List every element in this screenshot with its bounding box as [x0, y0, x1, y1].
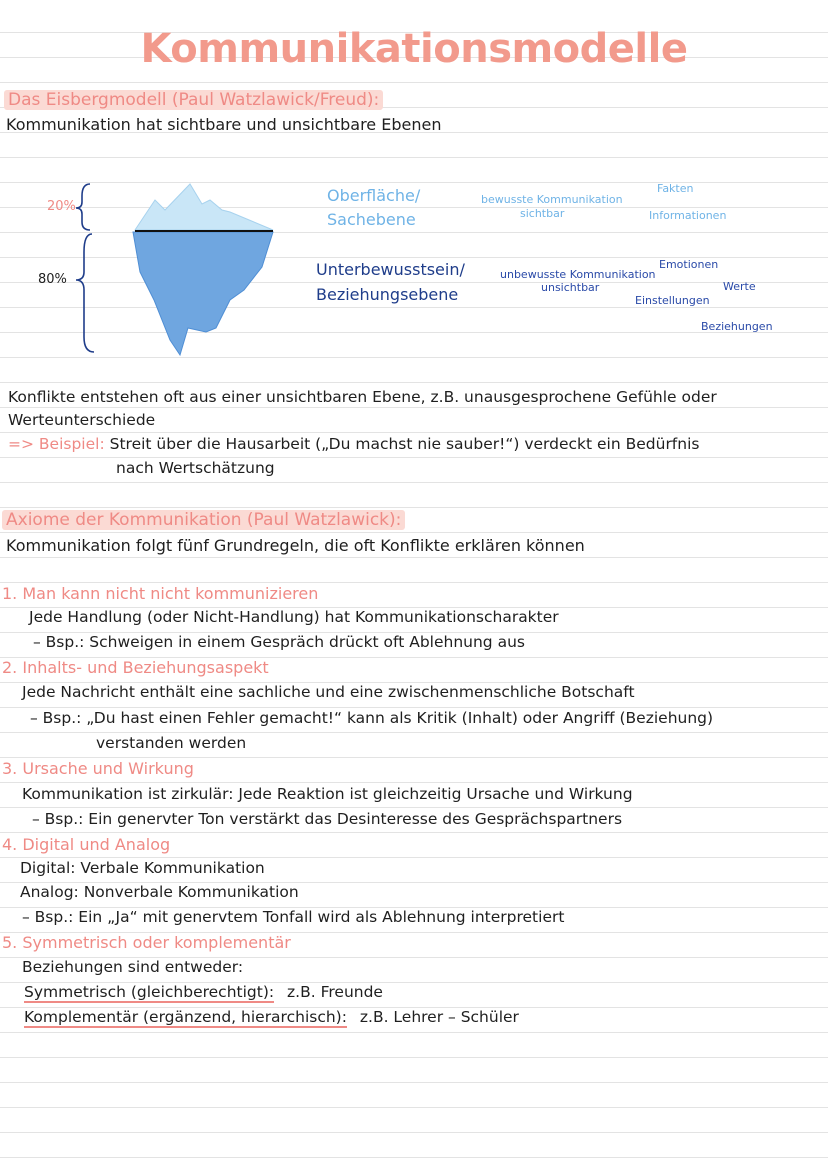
eisberg-heading-text: Das Eisbergmodell (Paul Watzlawick/Freud):	[4, 90, 383, 110]
axiom-4-line-3: – Bsp.: Ein „Ja“ mit genervtem Tonfall wird als Ablehnung interpretiert	[22, 908, 565, 926]
axiom-2-line-2: – Bsp.: „Du hast einen Fehler gemacht!“ kann als Kritik (Inhalt) oder Angriff (Beziehung)	[30, 709, 714, 727]
iceberg-underwater	[133, 232, 273, 355]
unconscious-label-1: unbewusste Kommunikation	[500, 268, 656, 281]
axiome-intro: Kommunikation folgt fünf Grundregeln, die oft Konflikte erklären können	[6, 536, 585, 555]
axiom-4-line-2: Analog: Nonverbale Kommunikation	[20, 883, 299, 901]
axiom-2-line-1: Jede Nachricht enthält eine sachliche und eine zwischenmenschliche Botschaft	[22, 683, 635, 701]
emotions-label: Emotionen	[659, 258, 719, 271]
example-arrow: =>	[8, 435, 34, 453]
deep-label-1: Unterbewusstsein/	[316, 260, 465, 279]
brace-20	[76, 184, 90, 230]
axiom-5-comp-term: Komplementär (ergänzend, hierarchisch):	[24, 1008, 347, 1026]
axiom-4-line-1: Digital: Verbale Kommunikation	[20, 859, 265, 877]
surface-label-1: Oberfläche/	[327, 186, 421, 205]
axiom-3-line-1: Kommunikation ist zirkulär: Jede Reaktion ist gleichzeitig Ursache und Wirkung	[22, 785, 633, 803]
axiom-5-sym	[24, 983, 383, 1001]
deep-label-2: Beziehungsebene	[316, 285, 459, 304]
conflict-line-1: Konflikte entstehen oft aus einer unsichtbaren Ebene, z.B. unausgesprochene Gefühle oder	[8, 388, 717, 406]
pct-80: 80%	[38, 272, 67, 287]
axiom-2-line-3: verstanden werden	[96, 734, 247, 752]
section-heading-eisberg	[4, 90, 383, 110]
information-label: Informationen	[649, 209, 727, 222]
page-title: Kommunikationsmodelle	[140, 26, 688, 72]
conscious-label-1: bewusste Kommunikation	[481, 193, 623, 206]
axiom-5-sym-example: z.B. Freunde	[287, 983, 383, 1001]
example-line-1	[8, 435, 699, 453]
axiom-5-sym-term: Symmetrisch (gleichberechtigt):	[24, 983, 275, 1001]
section-heading-axiome	[2, 510, 405, 530]
axiom-5-line-1: Beziehungen sind entweder:	[22, 958, 244, 976]
facts-label: Fakten	[657, 182, 694, 195]
axiom-3-line-2: – Bsp.: Ein genervter Ton verstärkt das Desinteresse des Gesprächspartners	[32, 810, 623, 828]
example-label: Beispiel:	[38, 435, 105, 453]
attitudes-label: Einstellungen	[635, 294, 710, 307]
values-label: Werte	[723, 280, 756, 293]
axiom-5-title: 5. Symmetrisch oder komplementär	[2, 933, 291, 952]
unconscious-label-2: unsichtbar	[541, 281, 600, 294]
axiom-4-title: 4. Digital und Analog	[2, 835, 171, 854]
axiom-2-title: 2. Inhalts- und Beziehungsaspekt	[2, 658, 269, 677]
surface-label-2: Sachebene	[327, 210, 416, 229]
iceberg-tip	[135, 184, 273, 230]
axiome-heading-text: Axiome der Kommunikation (Paul Watzlawick):	[2, 510, 405, 530]
example-line-2: nach Wertschätzung	[116, 459, 275, 477]
axiom-1-title: 1. Man kann nicht nicht kommunizieren	[2, 584, 319, 603]
axiom-5-comp-example: z.B. Lehrer – Schüler	[359, 1008, 519, 1026]
axiom-1-line-2: – Bsp.: Schweigen in einem Gespräch drückt oft Ablehnung aus	[33, 633, 525, 651]
axiom-5-comp	[24, 1008, 519, 1026]
pct-20: 20%	[47, 199, 76, 214]
conscious-label-2: sichtbar	[520, 207, 565, 220]
axiom-1-line-1: Jede Handlung (oder Nicht-Handlung) hat Kommunikationscharakter	[29, 608, 559, 626]
axiom-3-title: 3. Ursache und Wirkung	[2, 759, 194, 778]
conflict-line-2: Werteunterschiede	[8, 411, 156, 429]
brace-80	[76, 234, 94, 352]
example-text-1: Streit über die Hausarbeit („Du machst nie sauber!“) verdeckt ein Bedürfnis	[109, 435, 700, 453]
relations-label: Beziehungen	[701, 320, 773, 333]
eisberg-intro: Kommunikation hat sichtbare und unsichtbare Ebenen	[6, 115, 442, 134]
